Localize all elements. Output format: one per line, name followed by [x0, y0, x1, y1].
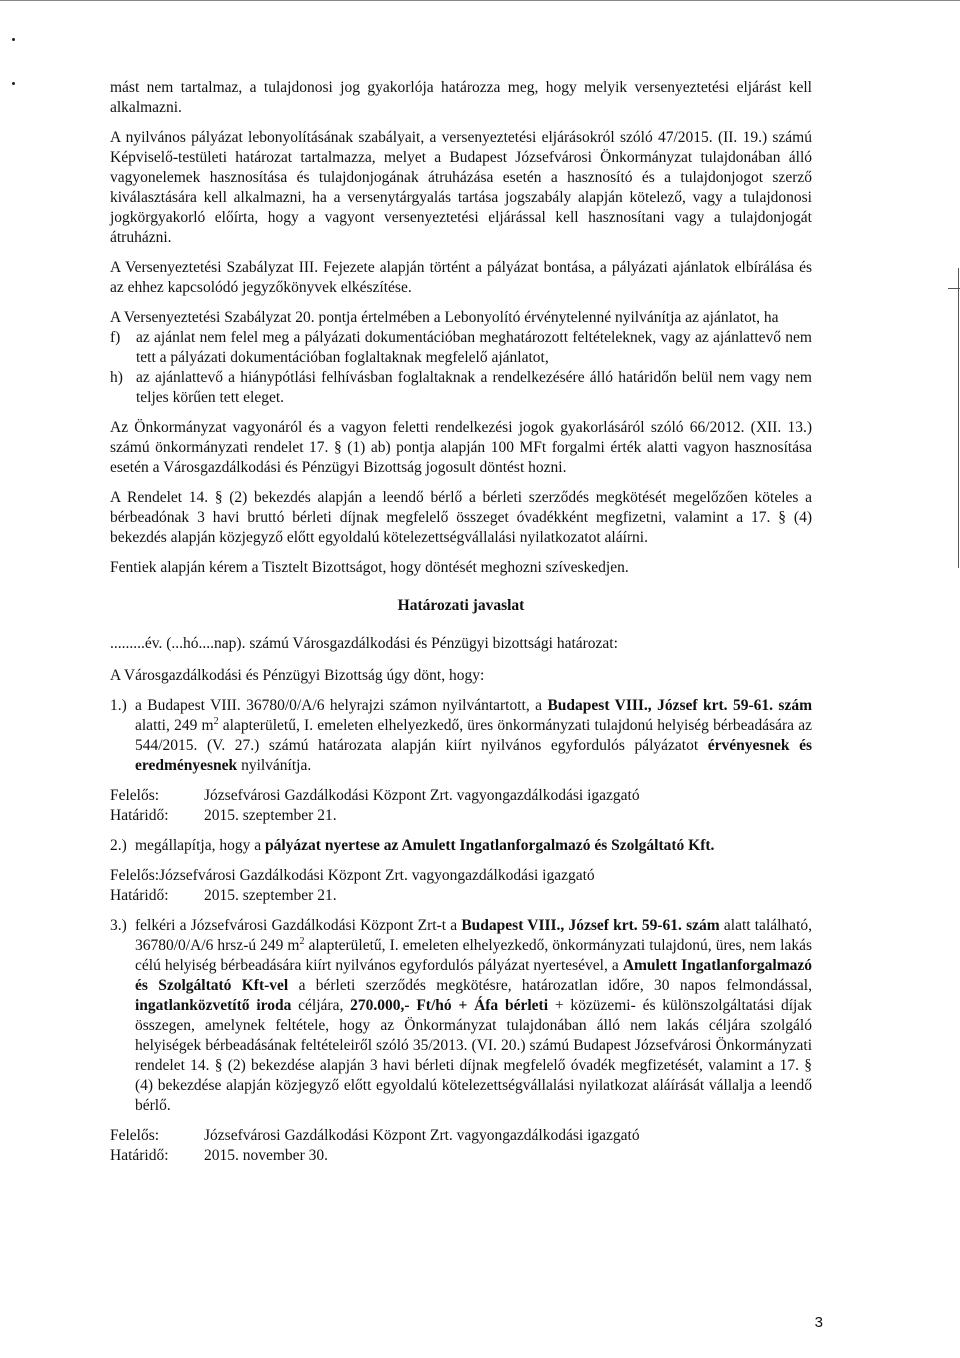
paragraph-request: Fentiek alapján kérem a Tisztelt Bizottságot, hogy döntését meghozni szíveskedjen. [110, 559, 629, 576]
responsible-label: Felelős: [110, 787, 160, 804]
item-number: 2.) [110, 837, 127, 854]
document-page [110, 78, 812, 1166]
deadline-row [110, 886, 812, 906]
resolution-number: .........év. (...hó....nap). számú Városgazdálkodási és Pénzügyi bizottsági határozat: [110, 635, 618, 652]
list-item-label: h) [110, 369, 123, 386]
deadline-value: 2015. november 30. [204, 1147, 328, 1164]
deadline-row [110, 806, 812, 826]
responsible-row [110, 786, 812, 806]
list-item-text: az ajánlat nem felel meg a pályázati dokumentációban meghatározott feltételeknek, vagy az ajánlattevő nem tett a pályázati dokumentációban foglaltaknak megfelelő ajánlatot, [136, 329, 812, 366]
paragraph-decree: Az Önkormányzat vagyonáról és a vagyon feletti rendelkezési jogok gyakorlásáról szóló 66/2012. (XII. 13.) számú önkormányzati rendelet 17. § (1) ab) pontja alapján 100 MFt forgalmi érték alatti vagyon hasznosítása esetén a Városgazdálkodási és Pénzügyi Bizottság jogosult döntést hozni. [110, 419, 812, 476]
item-number: 3.) [110, 917, 127, 934]
responsible-value: Józsefvárosi Gazdálkodási Központ Zrt. vagyongazdálkodási igazgató [204, 787, 640, 804]
resolution-item-2 [110, 836, 812, 856]
list-item-label: f) [110, 329, 121, 346]
deadline-label: Határidő: [110, 887, 169, 904]
item-text: megállapítja, hogy a pályázat nyertese az Amulett Ingatlanforgalmazó és Szolgáltató Kft. [135, 837, 715, 854]
deadline-row [110, 1146, 812, 1166]
paragraph-intro: mást nem tartalmaz, a tulajdonosi jog gyakorlója határozza meg, hogy melyik versenyeztetési eljárást kell alkalmazni. [110, 79, 812, 116]
section-heading: Határozati javaslat [397, 597, 525, 614]
responsible-row: Felelős:Józsefvárosi Gazdálkodási Központ Zrt. vagyongazdálkodási igazgató [110, 867, 595, 884]
responsible-row [110, 1126, 812, 1146]
paragraph-rules: A nyilvános pályázat lebonyolításának szabályait, a versenyeztetési eljárásokról szóló 47/2015. (II. 19.) számú Képviselő-testületi határozat tartalmazza, melyet a Budapest Józsefvárosi Önkormányzat tulajdonában álló vagyonelemek hasznosítása és tulajdonjogának átruházása esetén a hasznosító és a tulajdonjogot szerző kiválasztására kell alkalmazni, ha a versenytárgyalás tartása jogszabály alapján kötelező, vagy a tulajdonosi jogkörgyakorló előírta, hogy a vagyont versenyeztetési eljárással kell hasznosítani vagy a tulajdonjogát átruházni. [110, 129, 812, 246]
paragraph-chapter3: A Versenyeztetési Szabályzat III. Fejezete alapján történt a pályázat bontása, a pályázati ajánlatok elbírálása és az ehhez kapcsolódó jegyzőkönyvek elkészítése. [110, 259, 812, 296]
responsible-value: Józsefvárosi Gazdálkodási Központ Zrt. vagyongazdálkodási igazgató [204, 1127, 640, 1144]
paragraph-regulation14: A Rendelet 14. § (2) bekezdés alapján a leendő bérlő a bérleti szerződés megkötését megelőzően köteles a bérbeadónak 3 havi bruttó bérleti díjnak megfelelő összeget óvadékként megfizetni, valamint a 17. § (4) bekezdés alapján közjegyző előtt egyoldalú kötelezettségvállalási nyilatkozatot aláírni. [110, 489, 812, 546]
item-text: a Budapest VIII. 36780/0/A/6 helyrajzi számon nyilvántartott, a Budapest VIII., József krt. 59-61. szám alatti, 249 $m^2$ alapterületű, I. emeleten elhelyezkedő, üres önkormányzati tulajdonú helyiség bérbeadására az 544/2015. (V. 27.) számú határozata alapján kiírt nyilvános egyfordulós pályázatot érvényesnek és eredményesnek nyilvánítja. [135, 697, 813, 774]
list-item-h [110, 368, 812, 408]
deadline-label: Határidő: [110, 807, 169, 824]
list-item-text: az ajánlattevő a hiánypótlási felhívásban foglaltaknak a rendelkezésére álló határidőn belül nem vagy nem teljes körűen tett eleget. [136, 369, 812, 406]
resolution-item-1 [110, 696, 812, 776]
scan-top-edge [0, 0, 960, 1]
scan-edge-line [958, 268, 959, 568]
scan-speck [12, 82, 15, 85]
scan-speck [12, 38, 15, 41]
page-number: 3 [814, 1314, 823, 1331]
list-item-f [110, 328, 812, 368]
item-number: 1.) [110, 697, 127, 714]
item-text: felkéri a Józsefvárosi Gazdálkodási Központ Zrt-t a Budapest VIII., József krt. 59-61. szám alatt található, 36780/0/A/6 hrsz-ú 249 $m^2$ alapterületű, I. emeleten elhelyezkedő, önkormányzati tulajdonú, üres, nem lakás célú helyiség bérbeadására kiírt nyilvános egyfordulós pályázat nyertesével, a Amulett Ingatlanforgalmazó és Szolgáltató Kft-vel a bérleti szerződés megkötésre, határozatlan időre, 30 napos felmondással, ingatlanközvetítő iroda céljára, 270.000,- Ft/hó + Áfa bérleti + közüzemi- és különszolgáltatási díjak összegen, amelynek feltétele, hogy az Önkormányzat tulajdonában álló nem lakás céljára szolgáló helyiségek bérbeadásának feltételeiről szóló 35/2013. (VI. 20.) számú Budapest Józsefvárosi Önkormányzati rendelet 14. § (2) bekezdése alapján 3 havi bérleti díjnak megfelelő óvadék megfizetését, valamint a 17. § (4) bekezdése alapján közjegyző előtt egyoldalú kötelezettségvállalási nyilatkozat aláírását vállalja a leendő bérlő. [135, 917, 812, 1114]
scan-edge-tick [948, 288, 960, 289]
committee-decision: A Városgazdálkodási és Pénzügyi Bizottság úgy dönt, hogy: [110, 667, 485, 684]
paragraph-point20: A Versenyeztetési Szabályzat 20. pontja értelmében a Lebonyolító érvénytelenné nyilvánítja az ajánlatot, ha [110, 309, 779, 326]
deadline-value: 2015. szeptember 21. [204, 807, 337, 824]
resolution-item-3 [110, 916, 812, 1116]
deadline-label: Határidő: [110, 1147, 169, 1164]
deadline-value: 2015. szeptember 21. [204, 887, 337, 904]
responsible-label: Felelős: [110, 1127, 160, 1144]
